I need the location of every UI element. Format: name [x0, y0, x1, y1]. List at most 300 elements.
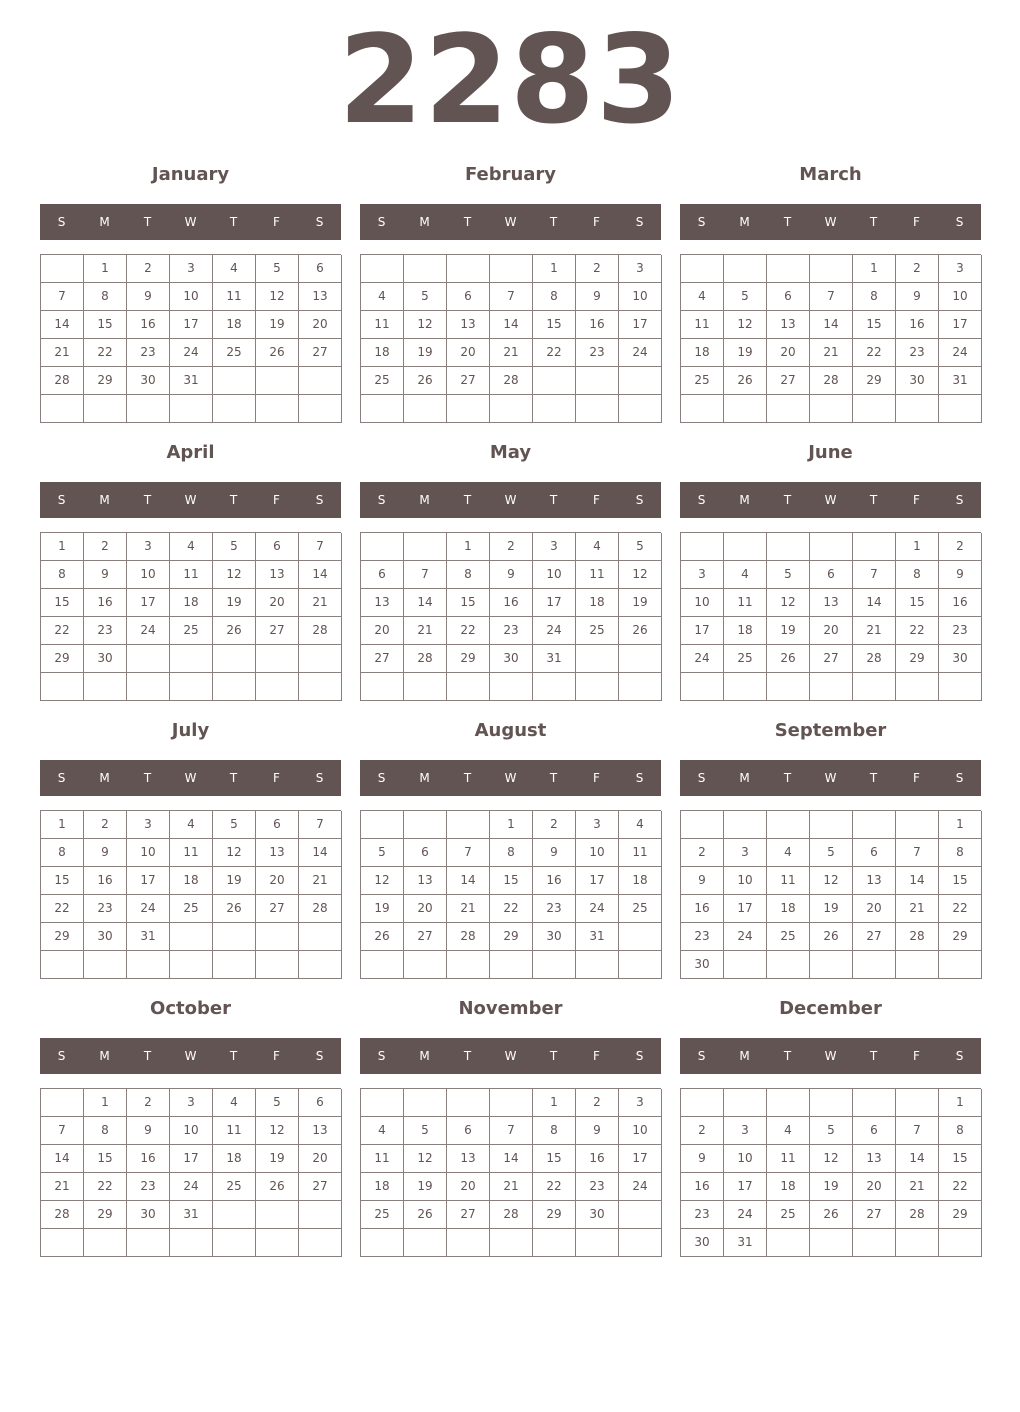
- day-cell: 4: [767, 839, 810, 867]
- weekday-label: W: [504, 1049, 517, 1063]
- day-cell: 9: [127, 283, 170, 311]
- empty-cell: [41, 255, 84, 283]
- weekday-label: M: [739, 771, 750, 785]
- day-cell: 25: [767, 1201, 810, 1229]
- day-cell: 18: [213, 1145, 256, 1173]
- empty-cell: [299, 923, 342, 951]
- day-cell: 5: [361, 839, 404, 867]
- day-cell: 20: [447, 339, 490, 367]
- weekday-header: [40, 204, 341, 240]
- weekday-label: T: [143, 1049, 152, 1063]
- empty-cell: [533, 395, 576, 423]
- day-cell: 7: [41, 283, 84, 311]
- day-cell: 2: [681, 1117, 724, 1145]
- day-cell: 29: [896, 645, 939, 673]
- day-cell: 20: [256, 589, 299, 617]
- day-cell: 28: [896, 1201, 939, 1229]
- day-cell: 19: [404, 339, 447, 367]
- day-cell: 22: [84, 339, 127, 367]
- empty-cell: [256, 367, 299, 395]
- day-cell: 12: [767, 589, 810, 617]
- day-cell: 30: [939, 645, 982, 673]
- day-cell: 8: [533, 1117, 576, 1145]
- empty-cell: [84, 1229, 127, 1257]
- month-name: September: [774, 720, 887, 741]
- empty-cell: [724, 395, 767, 423]
- day-cell: 13: [767, 311, 810, 339]
- day-cell: 15: [41, 589, 84, 617]
- day-cell: 24: [576, 895, 619, 923]
- empty-cell: [170, 951, 213, 979]
- day-cell: 5: [767, 561, 810, 589]
- day-cell: 26: [619, 617, 662, 645]
- weekday-label: S: [57, 493, 66, 507]
- day-cell: 6: [404, 839, 447, 867]
- day-grid: [360, 254, 661, 423]
- day-grid: [40, 810, 341, 979]
- day-cell: 3: [724, 1117, 767, 1145]
- day-cell: 13: [810, 589, 853, 617]
- day-cell: 17: [939, 311, 982, 339]
- weekday-label: S: [955, 215, 964, 229]
- weekday-label: S: [697, 493, 706, 507]
- weekday-header: [40, 760, 341, 796]
- weekday-label: S: [635, 771, 644, 785]
- day-cell: 4: [170, 533, 213, 561]
- empty-cell: [896, 951, 939, 979]
- empty-cell: [853, 1229, 896, 1257]
- empty-cell: [213, 645, 256, 673]
- day-cell: 16: [127, 1145, 170, 1173]
- weekday-label: T: [229, 1049, 238, 1063]
- day-cell: 17: [170, 311, 213, 339]
- day-cell: 29: [939, 1201, 982, 1229]
- day-cell: 31: [533, 645, 576, 673]
- empty-cell: [299, 1229, 342, 1257]
- empty-cell: [41, 395, 84, 423]
- day-cell: 18: [767, 1173, 810, 1201]
- empty-cell: [213, 923, 256, 951]
- day-cell: 1: [853, 255, 896, 283]
- day-cell: 26: [256, 339, 299, 367]
- weekday-label: F: [273, 215, 280, 229]
- day-cell: 13: [853, 1145, 896, 1173]
- day-cell: 6: [447, 1117, 490, 1145]
- empty-cell: [404, 395, 447, 423]
- empty-cell: [361, 533, 404, 561]
- weekday-header: [680, 760, 981, 796]
- day-cell: 27: [361, 645, 404, 673]
- empty-cell: [619, 395, 662, 423]
- weekday-label: W: [184, 215, 197, 229]
- weekday-label: T: [143, 493, 152, 507]
- empty-cell: [767, 533, 810, 561]
- day-cell: 19: [724, 339, 767, 367]
- day-cell: 20: [853, 895, 896, 923]
- day-cell: 22: [41, 617, 84, 645]
- day-cell: 8: [939, 839, 982, 867]
- day-cell: 17: [724, 1173, 767, 1201]
- empty-cell: [299, 1201, 342, 1229]
- empty-cell: [490, 951, 533, 979]
- day-cell: 11: [767, 867, 810, 895]
- day-cell: 18: [619, 867, 662, 895]
- day-cell: 12: [724, 311, 767, 339]
- day-cell: 19: [767, 617, 810, 645]
- weekday-label: W: [824, 1049, 837, 1063]
- empty-cell: [576, 951, 619, 979]
- weekday-label: S: [697, 215, 706, 229]
- day-cell: 5: [810, 1117, 853, 1145]
- day-cell: 23: [576, 1173, 619, 1201]
- day-cell: 24: [170, 1173, 213, 1201]
- empty-cell: [256, 395, 299, 423]
- empty-cell: [447, 673, 490, 701]
- weekday-label: T: [229, 215, 238, 229]
- day-cell: 4: [724, 561, 767, 589]
- day-grid: [680, 532, 981, 701]
- empty-cell: [213, 367, 256, 395]
- empty-cell: [404, 255, 447, 283]
- empty-cell: [404, 811, 447, 839]
- day-cell: 28: [299, 617, 342, 645]
- day-cell: 18: [213, 311, 256, 339]
- day-cell: 26: [724, 367, 767, 395]
- empty-cell: [213, 1201, 256, 1229]
- day-cell: 20: [404, 895, 447, 923]
- empty-cell: [404, 951, 447, 979]
- day-cell: 27: [447, 1201, 490, 1229]
- day-cell: 23: [84, 617, 127, 645]
- day-cell: 10: [170, 1117, 213, 1145]
- day-cell: 10: [576, 839, 619, 867]
- day-cell: 13: [299, 283, 342, 311]
- weekday-label: F: [273, 493, 280, 507]
- empty-cell: [853, 673, 896, 701]
- weekday-label: S: [955, 771, 964, 785]
- day-cell: 7: [404, 561, 447, 589]
- weekday-label: S: [57, 1049, 66, 1063]
- day-cell: 9: [681, 1145, 724, 1173]
- empty-cell: [127, 1229, 170, 1257]
- day-cell: 26: [404, 1201, 447, 1229]
- day-cell: 9: [896, 283, 939, 311]
- day-cell: 28: [41, 1201, 84, 1229]
- empty-cell: [810, 1229, 853, 1257]
- day-cell: 14: [896, 1145, 939, 1173]
- empty-cell: [213, 673, 256, 701]
- day-grid: [40, 1088, 341, 1257]
- day-cell: 21: [810, 339, 853, 367]
- day-cell: 24: [619, 339, 662, 367]
- day-cell: 8: [896, 561, 939, 589]
- day-cell: 9: [576, 1117, 619, 1145]
- weekday-label: T: [229, 493, 238, 507]
- day-cell: 15: [853, 311, 896, 339]
- weekday-label: M: [739, 1049, 750, 1063]
- day-cell: 2: [533, 811, 576, 839]
- month-name: July: [171, 720, 210, 741]
- empty-cell: [767, 673, 810, 701]
- day-cell: 18: [170, 589, 213, 617]
- weekday-header: [680, 482, 981, 518]
- empty-cell: [256, 673, 299, 701]
- day-cell: 13: [404, 867, 447, 895]
- day-cell: 1: [447, 533, 490, 561]
- day-cell: 14: [41, 1145, 84, 1173]
- day-cell: 1: [896, 533, 939, 561]
- day-cell: 11: [213, 283, 256, 311]
- day-cell: 19: [256, 1145, 299, 1173]
- day-cell: 17: [533, 589, 576, 617]
- empty-cell: [896, 395, 939, 423]
- day-cell: 13: [299, 1117, 342, 1145]
- empty-cell: [361, 395, 404, 423]
- empty-cell: [361, 1089, 404, 1117]
- empty-cell: [299, 673, 342, 701]
- day-cell: 11: [361, 1145, 404, 1173]
- weekday-header: [360, 760, 661, 796]
- day-cell: 17: [681, 617, 724, 645]
- day-cell: 3: [939, 255, 982, 283]
- empty-cell: [299, 645, 342, 673]
- empty-cell: [447, 1089, 490, 1117]
- day-cell: 17: [576, 867, 619, 895]
- empty-cell: [619, 367, 662, 395]
- day-cell: 28: [404, 645, 447, 673]
- day-cell: 27: [447, 367, 490, 395]
- day-cell: 28: [41, 367, 84, 395]
- day-cell: 20: [299, 311, 342, 339]
- day-cell: 8: [41, 839, 84, 867]
- day-cell: 14: [404, 589, 447, 617]
- day-cell: 31: [724, 1229, 767, 1257]
- empty-cell: [533, 1229, 576, 1257]
- weekday-label: W: [824, 215, 837, 229]
- empty-cell: [404, 1089, 447, 1117]
- day-cell: 23: [84, 895, 127, 923]
- empty-cell: [853, 395, 896, 423]
- empty-cell: [361, 951, 404, 979]
- empty-cell: [724, 811, 767, 839]
- day-cell: 16: [533, 867, 576, 895]
- day-cell: 24: [619, 1173, 662, 1201]
- day-cell: 3: [170, 255, 213, 283]
- empty-cell: [619, 1229, 662, 1257]
- day-cell: 5: [404, 283, 447, 311]
- empty-cell: [767, 811, 810, 839]
- day-cell: 21: [490, 339, 533, 367]
- weekday-label: S: [315, 215, 324, 229]
- day-cell: 30: [490, 645, 533, 673]
- empty-cell: [681, 811, 724, 839]
- day-grid: [40, 532, 341, 701]
- day-cell: 30: [576, 1201, 619, 1229]
- day-cell: 6: [256, 533, 299, 561]
- day-cell: 6: [299, 255, 342, 283]
- empty-cell: [724, 673, 767, 701]
- day-cell: 25: [724, 645, 767, 673]
- day-cell: 21: [41, 1173, 84, 1201]
- day-cell: 11: [767, 1145, 810, 1173]
- empty-cell: [170, 645, 213, 673]
- day-cell: 26: [767, 645, 810, 673]
- weekday-label: W: [824, 771, 837, 785]
- day-cell: 21: [41, 339, 84, 367]
- weekday-label: T: [463, 215, 472, 229]
- day-cell: 18: [361, 339, 404, 367]
- weekday-label: T: [229, 771, 238, 785]
- weekday-label: W: [824, 493, 837, 507]
- weekday-label: M: [419, 1049, 430, 1063]
- weekday-label: T: [549, 1049, 558, 1063]
- day-cell: 9: [533, 839, 576, 867]
- day-cell: 6: [361, 561, 404, 589]
- weekday-label: F: [273, 1049, 280, 1063]
- empty-cell: [170, 395, 213, 423]
- weekday-label: S: [377, 493, 386, 507]
- day-cell: 28: [490, 1201, 533, 1229]
- day-cell: 16: [681, 1173, 724, 1201]
- empty-cell: [853, 533, 896, 561]
- day-cell: 4: [619, 811, 662, 839]
- day-cell: 15: [896, 589, 939, 617]
- day-cell: 22: [490, 895, 533, 923]
- day-cell: 30: [84, 923, 127, 951]
- weekday-label: F: [593, 215, 600, 229]
- day-cell: 29: [84, 367, 127, 395]
- day-cell: 1: [939, 811, 982, 839]
- day-cell: 7: [810, 283, 853, 311]
- day-cell: 29: [447, 645, 490, 673]
- weekday-label: T: [783, 771, 792, 785]
- empty-cell: [404, 1229, 447, 1257]
- day-cell: 9: [84, 839, 127, 867]
- day-cell: 27: [853, 923, 896, 951]
- weekday-label: T: [463, 493, 472, 507]
- day-cell: 1: [490, 811, 533, 839]
- day-cell: 30: [84, 645, 127, 673]
- weekday-label: S: [315, 493, 324, 507]
- empty-cell: [939, 673, 982, 701]
- day-cell: 3: [533, 533, 576, 561]
- day-cell: 23: [533, 895, 576, 923]
- weekday-label: S: [955, 493, 964, 507]
- day-cell: 15: [41, 867, 84, 895]
- day-grid: [360, 532, 661, 701]
- day-cell: 11: [681, 311, 724, 339]
- day-cell: 23: [896, 339, 939, 367]
- day-cell: 20: [361, 617, 404, 645]
- weekday-label: S: [57, 215, 66, 229]
- day-cell: 6: [299, 1089, 342, 1117]
- day-cell: 19: [810, 895, 853, 923]
- empty-cell: [41, 1089, 84, 1117]
- day-cell: 19: [213, 589, 256, 617]
- day-cell: 12: [404, 1145, 447, 1173]
- weekday-label: M: [99, 493, 110, 507]
- day-cell: 15: [533, 311, 576, 339]
- weekday-label: T: [869, 493, 878, 507]
- weekday-label: M: [99, 771, 110, 785]
- weekday-label: M: [419, 493, 430, 507]
- day-cell: 25: [170, 895, 213, 923]
- day-grid: [40, 254, 341, 423]
- day-cell: 4: [213, 1089, 256, 1117]
- day-cell: 10: [127, 839, 170, 867]
- month-name: April: [166, 442, 215, 463]
- day-cell: 13: [853, 867, 896, 895]
- day-cell: 28: [299, 895, 342, 923]
- day-cell: 24: [724, 1201, 767, 1229]
- day-cell: 30: [681, 1229, 724, 1257]
- day-cell: 21: [896, 1173, 939, 1201]
- weekday-label: F: [593, 1049, 600, 1063]
- day-cell: 20: [810, 617, 853, 645]
- day-cell: 22: [853, 339, 896, 367]
- empty-cell: [299, 367, 342, 395]
- day-cell: 20: [299, 1145, 342, 1173]
- day-cell: 13: [256, 561, 299, 589]
- day-cell: 28: [490, 367, 533, 395]
- empty-cell: [127, 395, 170, 423]
- day-cell: 4: [170, 811, 213, 839]
- day-cell: 14: [896, 867, 939, 895]
- empty-cell: [853, 811, 896, 839]
- month-name: December: [779, 998, 882, 1019]
- day-cell: 21: [896, 895, 939, 923]
- day-cell: 5: [810, 839, 853, 867]
- day-cell: 1: [41, 533, 84, 561]
- day-cell: 7: [896, 1117, 939, 1145]
- day-cell: 8: [853, 283, 896, 311]
- day-cell: 6: [767, 283, 810, 311]
- weekday-label: W: [184, 493, 197, 507]
- weekday-label: S: [635, 215, 644, 229]
- day-cell: 7: [853, 561, 896, 589]
- day-cell: 15: [490, 867, 533, 895]
- day-cell: 3: [127, 811, 170, 839]
- day-cell: 27: [810, 645, 853, 673]
- day-cell: 3: [619, 1089, 662, 1117]
- day-cell: 15: [84, 1145, 127, 1173]
- weekday-label: W: [504, 771, 517, 785]
- day-cell: 9: [84, 561, 127, 589]
- day-cell: 23: [939, 617, 982, 645]
- day-cell: 22: [896, 617, 939, 645]
- empty-cell: [939, 951, 982, 979]
- empty-cell: [810, 395, 853, 423]
- weekday-label: T: [783, 493, 792, 507]
- weekday-header: [360, 1038, 661, 1074]
- day-cell: 5: [404, 1117, 447, 1145]
- empty-cell: [724, 533, 767, 561]
- empty-cell: [256, 923, 299, 951]
- day-cell: 11: [576, 561, 619, 589]
- day-cell: 20: [256, 867, 299, 895]
- day-cell: 22: [84, 1173, 127, 1201]
- empty-cell: [213, 395, 256, 423]
- empty-cell: [127, 645, 170, 673]
- day-cell: 7: [447, 839, 490, 867]
- day-cell: 4: [681, 283, 724, 311]
- day-cell: 7: [490, 283, 533, 311]
- day-cell: 7: [41, 1117, 84, 1145]
- day-cell: 30: [681, 951, 724, 979]
- month-name: March: [799, 164, 862, 185]
- month-name: June: [808, 442, 853, 463]
- weekday-label: S: [635, 1049, 644, 1063]
